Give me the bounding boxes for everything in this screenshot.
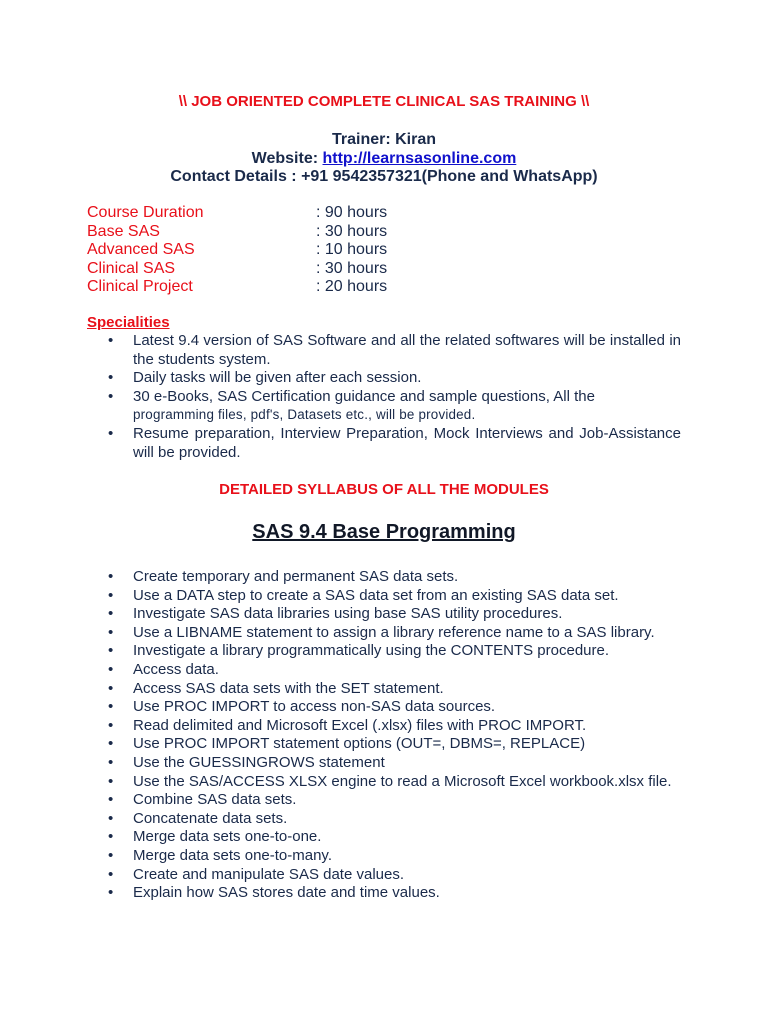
course-row [87,223,387,242]
list-item: • Use a LIBNAME statement to assign a library reference name to a SAS library. [108,623,655,641]
contact-line: Contact Details : +91 9542357321(Phone and WhatsApp) [170,168,598,185]
bullet-icon: • [108,332,114,349]
syllabus-heading: DETAILED SYLLABUS OF ALL THE MODULES [219,481,549,498]
bullet-icon: • [108,623,114,641]
list-item: • Create temporary and permanent SAS data sets. [108,568,459,585]
bullet-icon: • [108,605,114,623]
list-item: • Use PROC IMPORT to access non-SAS data sources. [108,698,496,716]
bullet-icon: • [108,568,114,585]
course-row [87,204,387,223]
list-item: • Use a DATA step to create a SAS data set from an existing SAS data set. [108,586,619,604]
list-item: • 30 e-Books, SAS Certification guidance and sample questions, All the programming files, pdf's, Datasets etc., will be provided. [108,387,595,423]
list-item: • Resume preparation, Interview Preparation, Mock Interviews and Job-Assistance will be provided. [108,424,681,461]
list-item-continuation: programming files, pdf's, Datasets etc., will be provided. [133,407,476,423]
bullet-icon: • [108,791,114,809]
list-item: • Access data. [108,660,219,678]
course-hours: : 30 hours [316,259,388,277]
list-item: • Investigate a library programmatically using the CONTENTS procedure. [108,642,610,660]
list-item: • Merge data sets one-to-many. [108,846,332,864]
list-item: • Latest 9.4 version of SAS Software and all the related softwares will be installed in the students system. [108,332,681,368]
list-item: • Use PROC IMPORT statement options (OUT=, DBMS=, REPLACE) [108,735,586,753]
course-hours: : 20 hours [316,278,388,295]
page-title: \\ JOB ORIENTED COMPLETE CLINICAL SAS TRAINING \\ [178,93,590,110]
website-line [0,150,768,168]
list-item: • Read delimited and Microsoft Excel (.xlsx) files with PROC IMPORT. [108,716,587,734]
specialities-list [108,332,681,462]
trainer-line: Trainer: Kiran [331,131,437,148]
base-programming-heading: SAS 9.4 Base Programming [252,521,516,543]
list-item: • Daily tasks will be given after each session. [108,369,422,387]
course-name: Advanced SAS [87,241,195,258]
website-label: Website: [251,150,323,167]
specialities-heading: Specialities [87,314,170,331]
bullet-icon: • [108,735,114,753]
list-item: • Combine SAS data sets. [108,791,297,809]
bullet-icon: • [108,716,114,734]
list-item: • Investigate SAS data libraries using base SAS utility procedures. [108,605,563,623]
bullet-icon: • [108,772,114,790]
course-row [87,260,387,279]
bullet-icon: • [108,884,114,902]
bullet-icon: • [108,846,114,864]
bullet-icon: • [108,642,114,660]
list-item: • Merge data sets one-to-one. [108,828,322,846]
list-item: • Concatenate data sets. [108,809,288,827]
list-item: • Use the GUESSINGROWS statement [108,753,385,771]
bullet-icon: • [108,586,114,604]
course-duration-table [87,204,387,297]
list-item: • Access SAS data sets with the SET statement. [108,679,444,697]
bullet-icon: • [108,424,114,442]
course-row [87,278,387,297]
course-hours: : 10 hours [316,241,388,258]
website-link[interactable]: http://learnsasonline.com [322,150,517,167]
course-row [87,241,387,260]
course-name: Base SAS [87,222,160,240]
course-name: Clinical Project [87,278,193,295]
bullet-icon: • [108,369,114,387]
list-item: • Explain how SAS stores date and time values. [108,884,440,902]
bullet-icon: • [108,660,114,678]
bullet-icon: • [108,679,114,697]
bullet-icon: • [108,828,114,846]
course-name: Course Duration [87,204,204,221]
list-item: • Create and manipulate SAS date values. [108,865,405,883]
list-item: • Use the SAS/ACCESS XLSX engine to read a Microsoft Excel workbook.xlsx file. [108,772,672,790]
bullet-icon: • [108,865,114,883]
course-name: Clinical SAS [87,259,176,277]
base-programming-list [108,568,681,903]
bullet-icon: • [108,753,114,771]
bullet-icon: • [108,698,114,716]
bullet-icon: • [108,387,114,405]
bullet-icon: • [108,809,114,827]
course-hours: : 30 hours [316,222,388,240]
course-hours: : 90 hours [316,204,388,221]
